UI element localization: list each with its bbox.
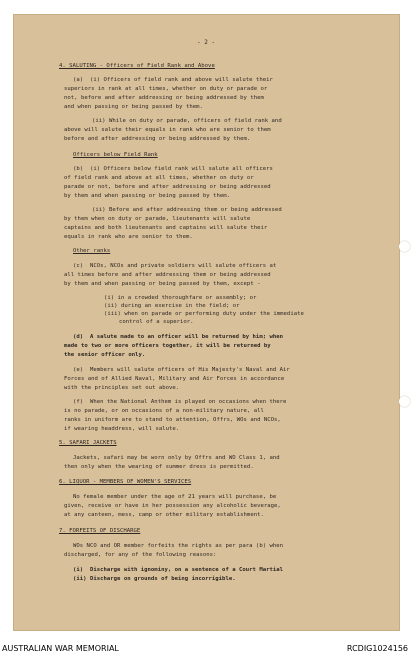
text-line: ranks in uniform are to stand to attention, Offrs, WOs and NCOs, <box>64 417 281 423</box>
text-line: if wearing headdress, will salute. <box>64 426 180 432</box>
text-line: above will salute their equals in rank who are senior to them <box>64 127 271 133</box>
subheading: Officers below Field Rank <box>73 152 158 158</box>
text-line: equals in rank who are senior to them. <box>64 234 193 240</box>
text-line: all times before and after addressing them or being addressed <box>64 272 271 278</box>
punch-hole-lower <box>399 396 410 407</box>
text-line: (ii) Discharge on grounds of being incorrigible. <box>73 576 236 582</box>
text-line: (ii) Before and after addressing them or being addressed <box>92 207 282 213</box>
section-heading: 7. FORFEITS OF DISCHARGE <box>59 528 141 534</box>
text-line: (iii) when on parade or performing duty under the immediate <box>104 311 304 317</box>
text-line: captains and both lieutenants and captains will salute their <box>64 225 268 231</box>
text-line: given, receive or have in her possession any alcoholic beverage, <box>64 503 281 509</box>
text-line: (e) Members will salute officers of His Majesty's Naval and Air <box>73 367 290 373</box>
text-line: with the principles set out above. <box>64 385 180 391</box>
text-line: Jackets, safari may be worn only by Offrs and WO Class 1, and <box>73 455 280 461</box>
text-line: (b) (i) Officers below field rank will salute all officers <box>73 166 273 172</box>
text-line: made to two or more officers together, it will be returned by <box>64 343 271 349</box>
text-line: (f) When the National Anthem is played on occasions when there <box>73 399 287 405</box>
text-line: superiors in rank at all times, whether on duty or parade or <box>64 86 268 92</box>
text-line: by them and when passing or being passed by them, except - <box>64 281 261 287</box>
text-line: by them and when passing or being passed by them. <box>64 193 230 199</box>
text-line: is no parade, or on occasions of a non-military nature, all <box>64 408 264 414</box>
text-line: of field rank and above at all times, whether on duty or <box>64 175 254 181</box>
text-line: (d) A salute made to an officer will be returned by him; when <box>73 334 284 340</box>
text-line: (ii) While on duty or parade, officers of field rank and <box>92 118 282 124</box>
text-line: at any canteen, mess, camp or other military establishment. <box>64 512 264 518</box>
archive-name: AUSTRALIAN WAR MEMORIAL <box>2 644 119 653</box>
text-line: by them when on duty or parade, lieutenants will salute <box>64 216 251 222</box>
text-line: (i) in a crowded thoroughfare or assembly; or <box>104 295 257 301</box>
text-line: (c) NCOs, NCOs and private soldiers will salute officers at <box>73 263 277 269</box>
section-heading: 6. LIQUOR - MEMBERS OF WOMEN'S SERVICES <box>59 479 192 485</box>
page-number: - 2 - <box>197 39 216 46</box>
section-heading: 5. SAFARI JACKETS <box>59 440 117 446</box>
text-line: (a) (i) Officers of field rank and above will salute their <box>73 77 273 83</box>
text-line: (ii) during an exercise in the field; or <box>104 303 240 309</box>
record-id: RCDIG1024156 <box>346 644 408 653</box>
punch-hole-upper <box>399 241 410 252</box>
text-line: then only when the wearing of summer dress is permitted. <box>64 464 254 470</box>
text-line: control of a superior. <box>119 319 194 325</box>
text-line: No female member under the age of 21 years will purchase, be <box>73 494 277 500</box>
text-line: (i) Discharge with ignominy, on a sentence of a Court Martial <box>73 567 284 573</box>
text-line: not, before and after addressing or being addressed by them <box>64 95 264 101</box>
archive-footer <box>0 640 411 654</box>
text-line: the senior officer only. <box>64 352 146 358</box>
text-line: discharged, for any of the following reasons: <box>64 552 217 558</box>
text-line: Forces and of Allied Naval, Military and Air Forces in accordance <box>64 376 285 382</box>
text-line: parade or not, before and after addressing or being addressed <box>64 184 271 190</box>
subheading: Other ranks <box>73 248 111 254</box>
text-line: before and after addressing or being addressed by them. <box>64 136 251 142</box>
text-line: WOs NCO and OR member forfeits the rights as per para (b) when <box>73 543 284 549</box>
text-line: and when passing or being passed by them. <box>64 104 203 110</box>
section-heading: 4. SALUTING - Officers of Field Rank and Above <box>59 63 215 69</box>
